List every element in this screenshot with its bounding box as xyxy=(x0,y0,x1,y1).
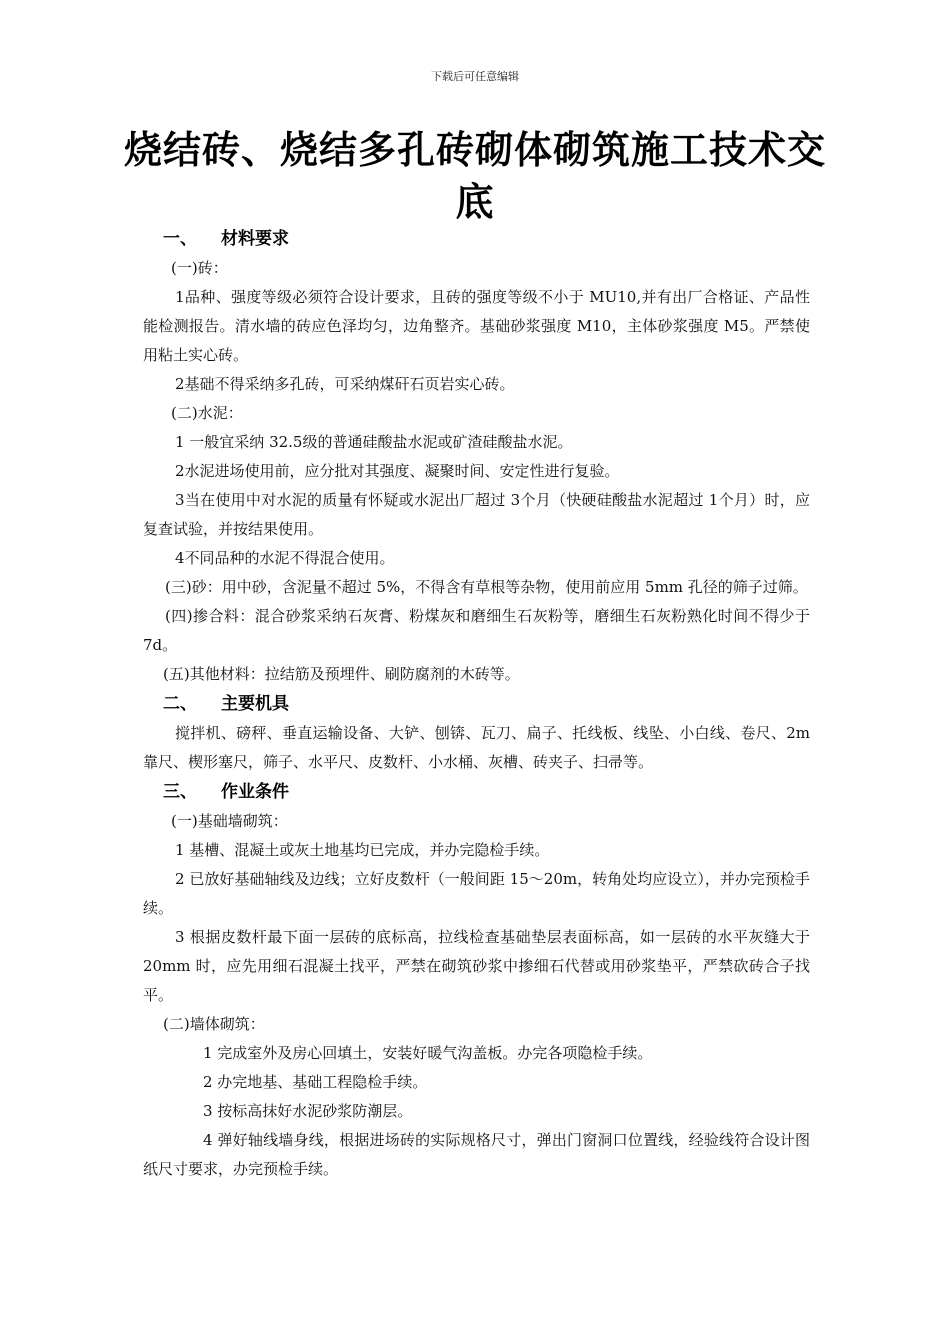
section-heading-tools xyxy=(143,689,810,719)
paragraph-tools: 搅拌机、磅秤、垂直运输设备、大铲、刨锛、瓦刀、扁子、托线板、线坠、小白线、卷尺、2m 靠尺、楔形塞尺，筛子、水平尺、皮数杆、小水桶、灰槽、砖夹子、扫帚等。 xyxy=(143,724,810,771)
paragraph: 1 基槽、混凝土或灰土地基均已完成，并办完隐检手续。 xyxy=(175,841,550,859)
paragraph-other-materials: (五)其他材料：拉结筋及预埋件、刷防腐剂的木砖等。 xyxy=(163,665,520,683)
paragraph-sand: (三)砂：用中砂，含泥量不超过 5%，不得含有草根等杂物，使用前应用 5mm 孔径的筛子过筛。 xyxy=(165,578,808,596)
paragraph: 1 一般宜采纳 32.5级的普通硅酸盐水泥或矿渣硅酸盐水泥。 xyxy=(175,433,573,451)
section-heading-materials xyxy=(143,224,810,254)
section-heading-conditions xyxy=(143,777,810,807)
paragraph: 2基础不得采纳多孔砖，可采纳煤矸石页岩实心砖。 xyxy=(175,375,515,393)
document-body xyxy=(143,224,810,1184)
paragraph: 3 按标高抹好水泥砂浆防潮层。 xyxy=(203,1102,413,1120)
paragraph-admixture: (四)掺合料：混合砂浆采纳石灰膏、粉煤灰和磨细生石灰粉等，磨细生石灰粉熟化时间不得少于 7d。 xyxy=(143,607,810,654)
paragraph: 2 已放好基础轴线及边线；立好皮数杆（一般间距 15～20m，转角处均应设立），并办完预检手续。 xyxy=(143,870,810,917)
section-number: 二、 xyxy=(163,694,197,714)
section-title: 作业条件 xyxy=(221,782,289,802)
section-title: 材料要求 xyxy=(221,229,289,249)
subheading-brick: (一)砖： xyxy=(171,259,228,277)
paragraph: 4 弹好轴线墙身线，根据进场砖的实际规格尺寸，弹出门窗洞口位置线，经验线符合设计图纸尺寸要求，办完预检手续。 xyxy=(143,1131,810,1178)
subheading-foundation-wall: (一)基础墙砌筑： xyxy=(171,812,288,830)
paragraph: 2水泥进场使用前，应分批对其强度、凝聚时间、安定性进行复验。 xyxy=(175,462,620,480)
section-title: 主要机具 xyxy=(221,694,289,714)
paragraph: 2 办完地基、基础工程隐检手续。 xyxy=(203,1073,428,1091)
paragraph: 1 完成室外及房心回填土，安装好暖气沟盖板。办完各项隐检手续。 xyxy=(203,1044,653,1062)
subheading-wall: (二)墙体砌筑： xyxy=(163,1015,265,1033)
section-number: 一、 xyxy=(163,229,197,249)
header-note: 下载后可任意编辑 xyxy=(431,70,519,83)
section-number: 三、 xyxy=(163,782,197,802)
document-title: 烧结砖、烧结多孔砖砌体砌筑施工技术交底 xyxy=(123,127,826,224)
paragraph: 1品种、强度等级必须符合设计要求，且砖的强度等级不小于 MU10,并有出厂合格证、产品性能检测报告。清水墙的砖应色泽均匀，边角整齐。基础砂浆强度 M10，主体砂浆强度 M5。严禁使用粘土实心砖。 xyxy=(143,288,810,364)
paragraph: 3 根据皮数杆最下面一层砖的底标高，拉线检查基础垫层表面标高，如一层砖的水平灰缝大于 20mm 时，应先用细石混凝土找平，严禁在砌筑砂浆中掺细石代替或用砂浆垫平，严禁砍砖合子找平。 xyxy=(143,928,810,1004)
paragraph: 4不同品种的水泥不得混合使用。 xyxy=(175,549,395,567)
paragraph: 3当在使用中对水泥的质量有怀疑或水泥出厂超过 3个月（快硬硅酸盐水泥超过 1个月）时，应复查试验，并按结果使用。 xyxy=(143,491,810,538)
subheading-cement: (二)水泥： xyxy=(171,404,243,422)
